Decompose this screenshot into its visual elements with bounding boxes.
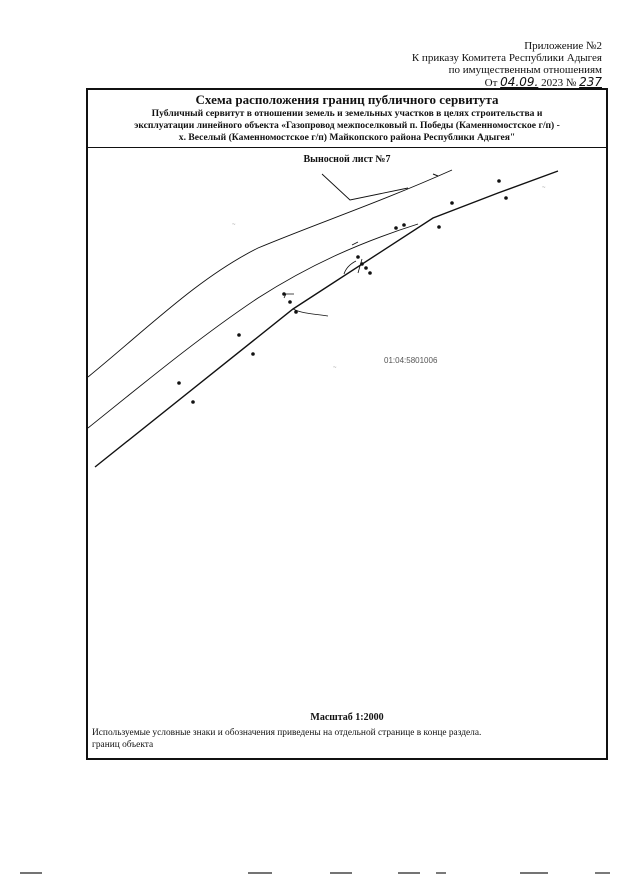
subtitle-line-3: х. Веселый (Каменномостское г/п) Майкопского района Республики Адыгея" [178,132,516,143]
leader-line-1 [293,309,328,316]
boundary-point [360,262,364,266]
appendix-line-2: К приказу Комитета Республики Адыгея [411,52,602,64]
date-prefix: От [484,77,498,89]
boundary-point [497,179,501,183]
boundary-point [191,400,195,404]
leader-line-5 [352,242,358,245]
appendix-line-1: Приложение №2 [524,40,602,52]
boundary-point [288,300,292,304]
date-day: 04.09. [500,75,539,89]
boundary-point [282,292,286,296]
parcel-cadastral-label: 01:04:5801006 [384,356,438,365]
legend-note-line-2: границ объекта [92,740,154,750]
faint-mark-2: ~ [542,185,546,191]
boundary-point [504,196,508,200]
callout-wedge [322,174,408,200]
top-tick-mark [433,174,438,176]
boundary-point [177,381,181,385]
boundary-point [437,225,441,229]
legend-note-line-1: Используемые условные знаки и обозначения приведены на отдельной странице в конце раздела. [92,728,482,738]
scan-edge-marks [0,870,640,876]
sheet-label: Выносной лист №7 [303,154,391,165]
boundary-point [450,201,454,205]
date-year: 2023 [541,77,564,89]
boundary-point [356,255,360,259]
boundary-point [294,310,298,314]
scheme-header [88,90,606,148]
subtitle-line-2: эксплуатации линейного объекта «Газопровод межпоселковый п. Победы (Каменномостское г/п) - [134,120,560,131]
boundary-point [394,226,398,230]
middle-boundary-line [88,224,418,428]
pipeline-line [95,171,558,467]
map-area [88,148,606,758]
number-prefix: № [565,77,577,89]
order-number: 237 [579,75,602,89]
boundary-points [177,179,508,404]
boundary-point [251,352,255,356]
map-drawing [88,148,606,758]
scheme-frame [86,88,608,760]
faint-mark-1: ~ [232,222,236,228]
legend-note [92,727,481,751]
subtitle-line-1: Публичный сервитут в отношении земель и земельных участков в целях строительства и [151,108,543,119]
outer-boundary-line [88,170,452,377]
boundary-point [364,266,368,270]
scheme-subtitle [88,108,606,144]
scheme-title: Схема расположения границ публичного сервитута [195,92,499,107]
scale-label: Масштаб 1:2000 [310,712,384,723]
appendix-block [342,40,602,89]
boundary-point [237,333,241,337]
faint-mark-3: ~ [333,365,337,371]
appendix-line-3: по имущественным отношениям [448,64,602,76]
boundary-point [402,223,406,227]
boundary-point [368,271,372,275]
